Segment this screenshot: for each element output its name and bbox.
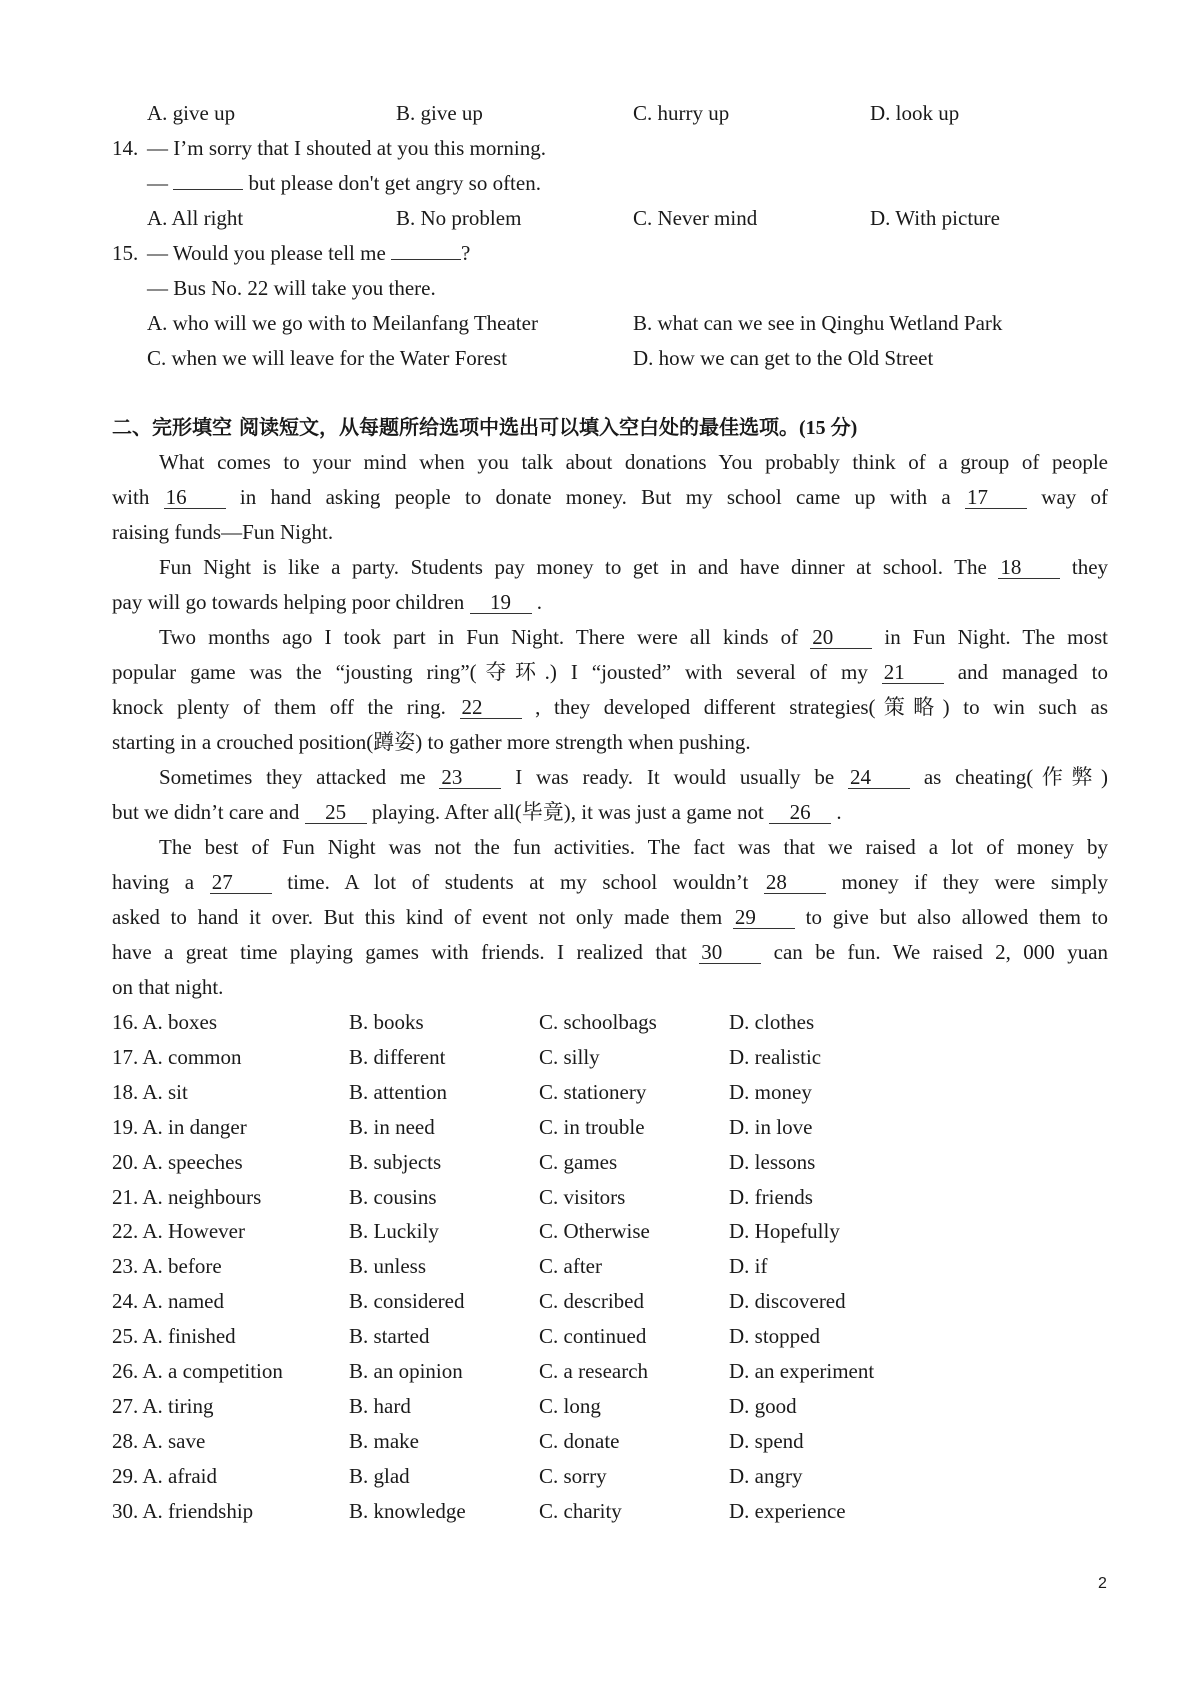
q15-number: 15. [112,241,139,265]
choice-28-c: C. donate [539,1428,620,1453]
choice-25-a: 25. A. finished [112,1324,236,1349]
passage-text: can be fun. We raised 2, 000 yuan [773,940,1109,964]
choice-20-b: B. subjects [349,1149,442,1174]
choice-23-b: B. unless [349,1254,427,1279]
choice-29-d: D. angry [729,1463,803,1488]
passage-line [112,694,1108,720]
choice-26-d: D. an experiment [729,1359,875,1383]
q13-option-b: B. give up [396,101,483,125]
q14-answer-blank [173,171,243,190]
q14-prompt: — I’m sorry that I shouted at you this morning. [147,136,546,160]
passage-text: but we didn’t care and [112,800,300,824]
choice-18-a: 18. A. sit [112,1079,188,1104]
choice-16-d: D. clothes [729,1010,815,1034]
passage-text: with [112,485,150,509]
passage-text: pay will go towards helping poor children [112,590,465,614]
choice-21-a: 21. A. neighbours [112,1184,262,1209]
choice-29-b: B. glad [349,1463,410,1488]
choice-22-a: 22. A. However [112,1219,245,1244]
choice-17-a: 17. A. common [112,1044,242,1069]
q15-option-c: C. when we will leave for the Water Forest [147,346,508,370]
blank-27: 27 [210,871,272,894]
passage-text: knock plenty of them off the ring. [112,695,446,719]
choice-30-c: C. charity [539,1498,622,1523]
blank-17: 17 [965,486,1027,509]
q14-option-d: D. With picture [870,206,1000,230]
passage-text: money if they were simply [841,870,1109,894]
choice-16-a: 16. A. boxes [112,1010,217,1034]
choice-25-c: C. continued [539,1324,647,1349]
q14-option-b: B. No problem [396,206,522,230]
q14-option-a: A. All right [147,206,244,230]
choice-30-b: B. knowledge [349,1498,466,1523]
choice-29-a: 29. A. afraid [112,1463,217,1488]
choice-18-b: B. attention [349,1079,447,1104]
choice-17-d: D. realistic [729,1044,822,1069]
blank-18: 18 [998,556,1060,579]
q15-reply: — Bus No. 22 will take you there. [147,276,436,300]
section-2-header [112,414,857,441]
choice-23-d: D. if [729,1254,768,1279]
passage-line [112,589,1108,615]
blank-22: 22 [460,696,522,719]
passage-text: they [1071,555,1109,579]
passage-text: in hand asking people to donate money. But my school came up with a [239,485,951,509]
choice-21-b: B. cousins [349,1184,437,1209]
passage-text: I was ready. It would usually be [515,765,835,789]
passage-text: Two months ago I took part in Fun Night. There were all kinds of [159,625,799,649]
q13-option-a: A. give up [147,101,236,125]
passage-line [159,764,1108,790]
passage-text: and managed to [957,660,1109,684]
choice-26-c: C. a research [539,1359,649,1383]
blank-24: 24 [848,766,910,789]
q14-option-c: C. Never mind [633,206,758,230]
choice-24-a: 24. A. named [112,1289,224,1314]
choice-16-c: C. schoolbags [539,1010,657,1034]
choice-25-d: D. stopped [729,1324,820,1349]
q14-reply [147,170,541,196]
q15-prompt [147,240,470,266]
passage-line [112,799,1108,825]
passage-line [112,939,1108,965]
choice-19-d: D. in love [729,1114,813,1139]
choice-18-c: C. stationery [539,1079,647,1104]
page-number: 2 [1098,1575,1107,1592]
q14-reply-dash: — [147,171,168,195]
choice-17-c: C. silly [539,1044,600,1069]
passage-text: in Fun Night. The most [884,625,1109,649]
choice-29-c: C. sorry [539,1463,607,1488]
choice-21-c: C. visitors [539,1184,626,1209]
passage-line [159,624,1108,650]
passage-text: popular game was the “jousting ring”(夺环.) I “jousted” with several of my [112,660,868,684]
passage-text: have a great time playing games with friends. I realized that [112,940,687,964]
choice-19-c: C. in trouble [539,1114,645,1139]
choice-18-d: D. money [729,1079,812,1104]
choice-27-c: C. long [539,1393,601,1418]
choice-17-b: B. different [349,1044,446,1069]
q15-option-d: D. how we can get to the Old Street [633,346,934,370]
passage-text: to give but also allowed them to [805,905,1109,929]
choice-21-d: D. friends [729,1184,813,1209]
choice-20-c: C. games [539,1149,618,1174]
passage-line: starting in a crouched position(蹲姿) to gather more strength when pushing. [112,730,751,754]
choice-26-b: B. an opinion [349,1359,463,1383]
choice-27-a: 27. A. tiring [112,1393,214,1418]
passage-line: What comes to your mind when you talk about donations You probably think of a group of people [159,450,1108,474]
blank-23: 23 [439,766,501,789]
passage-text: . [836,800,842,824]
passage-text: playing. After all(毕竟), it was just a game not [371,800,764,824]
passage-line [112,484,1108,510]
section-2-score: (15 分) [798,417,858,439]
passage-text: Sometimes they attacked me [159,765,426,789]
q15-prompt-text: — Would you please tell me [147,241,386,265]
choice-23-a: 23. A. before [112,1254,222,1279]
choice-24-c: C. described [539,1289,644,1314]
choice-16-b: B. books [349,1010,424,1034]
passage-line [159,554,1108,580]
passage-text: as cheating(作弊) [923,765,1109,789]
choice-20-a: 20. A. speeches [112,1149,243,1174]
q15-answer-blank [391,241,461,260]
choice-24-b: B. considered [349,1289,465,1314]
choice-22-c: C. Otherwise [539,1219,650,1244]
passage-text: Fun Night is like a party. Students pay money to get in and have dinner at school. The [159,555,987,579]
choice-22-d: D. Hopefully [729,1219,840,1244]
blank-20: 20 [810,626,872,649]
choice-19-a: 19. A. in danger [112,1114,247,1139]
blank-30: 30 [699,941,761,964]
choice-28-a: 28. A. save [112,1428,206,1453]
passage-text: having a [112,870,195,894]
q14-reply-text: but please don't get angry so often. [248,171,541,195]
blank-19: 19 [470,591,532,614]
passage-text: way of [1041,485,1109,509]
choice-30-a: 30. A. friendship [112,1498,254,1523]
blank-29: 29 [733,906,795,929]
passage-text: asked to hand it over. But this kind of event not only made them [112,905,723,929]
q14-number: 14. [112,136,139,160]
choice-30-d: D. experience [729,1498,846,1523]
choice-23-c: C. after [539,1254,602,1279]
choice-27-d: D. good [729,1393,797,1418]
choice-24-d: D. discovered [729,1289,846,1314]
passage-line [112,869,1108,895]
blank-26: 26 [769,801,831,824]
q15-option-a: A. who will we go with to Meilanfang Theater [147,311,538,335]
q13-option-d: D. look up [870,101,960,125]
blank-16: 16 [164,486,226,509]
choice-28-b: B. make [349,1428,419,1453]
passage-line: The best of Fun Night was not the fun activities. The fact was that we raised a lot of money by [159,835,1108,859]
passage-text: . [536,590,543,614]
choice-26-a: 26. A. a competition [112,1359,283,1383]
choice-20-d: D. lessons [729,1149,816,1174]
section-2-title: 二、完形填空 阅读短文，从每题所给选项中选出可以填入空白处的最佳选项。 [112,415,799,439]
blank-21: 21 [882,661,944,684]
passage-line: on that night. [112,975,224,999]
passage-text: , they developed different strategies(策略) to win such as [535,695,1108,719]
choice-25-b: B. started [349,1324,430,1349]
passage-line: raising funds—Fun Night. [112,520,334,544]
q13-option-c: C. hurry up [633,101,730,125]
blank-25: 25 [305,801,367,824]
passage-text: time. A lot of students at my school wouldn’t [287,870,749,894]
passage-line [112,659,1108,685]
choice-22-b: B. Luckily [349,1219,439,1244]
choice-28-d: D. spend [729,1428,804,1453]
q15-option-b: B. what can we see in Qinghu Wetland Park [633,311,1003,335]
blank-28: 28 [764,871,826,894]
choice-19-b: B. in need [349,1114,435,1139]
choice-27-b: B. hard [349,1393,411,1418]
passage-line [112,904,1108,930]
q15-prompt-end: ? [461,241,471,265]
